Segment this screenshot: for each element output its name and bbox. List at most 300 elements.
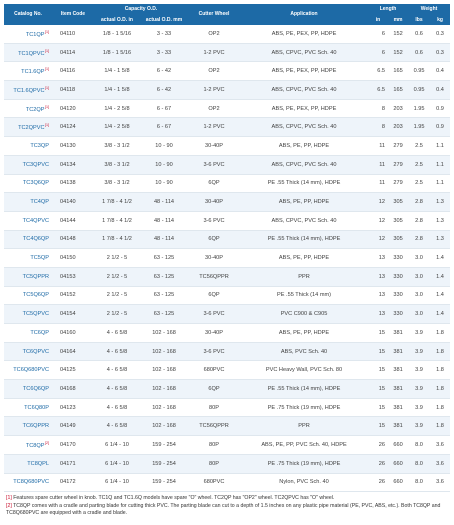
cutter-wheel-text: OP2 — [208, 105, 220, 112]
catalog-number[interactable] — [4, 155, 52, 174]
item-code — [52, 361, 94, 380]
capacity-mm-text: 48 - 114 — [153, 217, 175, 224]
application-text: PE .75 Thick (19 mm), HDPE — [267, 404, 341, 411]
item-code-text: 04148 — [60, 236, 76, 243]
footnote-ref: [1] — [45, 85, 49, 90]
weight-kg — [430, 99, 450, 118]
cutter-wheel-text: 6QP — [208, 292, 220, 299]
application-text: ABS, CPVC, PVC Sch. 40 — [271, 161, 337, 168]
item-code — [52, 436, 94, 455]
catalog-number[interactable] — [4, 305, 52, 324]
table-row — [4, 324, 450, 343]
cutter-wheel-text: 80P — [209, 460, 219, 467]
table-row — [4, 436, 450, 455]
application-text: ABS, PE, PEX, PP, HDPE — [271, 30, 337, 37]
length-mm — [388, 454, 408, 473]
table-row — [4, 118, 450, 137]
header-weight: Weight — [408, 4, 450, 15]
catalog-number[interactable] — [4, 230, 52, 249]
length-in — [368, 118, 388, 137]
catalog-number-text: TC5Q6QP — [22, 292, 49, 299]
catalog-number[interactable] — [4, 25, 52, 43]
item-code-text: 04120 — [60, 105, 76, 112]
length-in — [368, 398, 388, 417]
weight-kg-text: 3.6 — [436, 460, 444, 467]
capacity-in — [94, 25, 140, 43]
capacity-in — [94, 417, 140, 436]
length-in — [368, 211, 388, 230]
application — [240, 249, 368, 268]
application-text: ABS, PE, PP, HDPE — [278, 255, 330, 262]
cutter-wheel-text: 6QP — [208, 236, 220, 243]
capacity-in — [94, 193, 140, 212]
capacity-mm — [140, 436, 188, 455]
capacity-mm-text: 48 - 114 — [153, 199, 175, 206]
capacity-in-text: 4 - 6 5/8 — [106, 367, 128, 374]
capacity-mm-text: 3 - 33 — [156, 49, 172, 56]
weight-kg-text: 1.8 — [436, 385, 444, 392]
length-in-text: 13 — [378, 311, 386, 318]
weight-kg — [430, 137, 450, 156]
catalog-number[interactable] — [4, 249, 52, 268]
catalog-number[interactable] — [4, 193, 52, 212]
weight-lbs — [408, 398, 430, 417]
weight-lbs — [408, 230, 430, 249]
weight-lbs-text: 3.9 — [415, 423, 423, 430]
capacity-in — [94, 137, 140, 156]
catalog-number[interactable] — [4, 436, 52, 455]
length-in-text: 13 — [378, 292, 386, 299]
length-mm-text: 305 — [393, 199, 403, 206]
weight-kg-text: 1.8 — [436, 329, 444, 336]
application-text: Nylon, PVC Sch. 40 — [279, 479, 329, 486]
length-in-text: 15 — [378, 385, 386, 392]
application-text: ABS, PE, PEX, PP, HDPE — [271, 105, 337, 112]
weight-lbs-text: 3.0 — [415, 255, 423, 262]
cutter-wheel — [188, 324, 240, 343]
length-mm — [388, 436, 408, 455]
capacity-mm — [140, 342, 188, 361]
application-text: PE .55 Thick (14 mm), HDPE — [267, 180, 341, 187]
footnote-marker: [2] — [6, 502, 12, 509]
length-in-text: 8 — [381, 124, 386, 131]
table-row — [4, 25, 450, 43]
catalog-number[interactable] — [4, 43, 52, 62]
weight-lbs — [408, 436, 430, 455]
length-in — [368, 324, 388, 343]
application-text: PPR — [298, 273, 310, 280]
catalog-number-text: TC3QP — [30, 142, 49, 149]
weight-kg — [430, 249, 450, 268]
capacity-in — [94, 286, 140, 305]
catalog-number[interactable] — [4, 454, 52, 473]
capacity-in — [94, 436, 140, 455]
catalog-number-text: TC1.6QP — [21, 69, 45, 76]
cutter-wheel — [188, 118, 240, 137]
catalog-number[interactable] — [4, 324, 52, 343]
length-in-text: 26 — [378, 460, 386, 467]
header-length-in: in — [368, 15, 388, 25]
weight-kg — [430, 230, 450, 249]
cutter-wheel-text: OP2 — [208, 30, 220, 37]
capacity-mm-text: 63 - 125 — [153, 255, 175, 262]
weight-lbs-text: 2.8 — [415, 217, 423, 224]
item-code — [52, 193, 94, 212]
capacity-mm — [140, 118, 188, 137]
capacity-mm-text: 63 - 125 — [153, 292, 175, 299]
length-mm-text: 381 — [393, 404, 403, 411]
weight-lbs-text: 2.5 — [415, 142, 423, 149]
cutter-wheel-text: 80P — [209, 441, 219, 448]
weight-kg — [430, 324, 450, 343]
cutter-wheel — [188, 249, 240, 268]
capacity-in — [94, 174, 140, 193]
cutter-wheel-text: 3-6 PVC — [203, 311, 225, 318]
weight-kg-text: 1.8 — [436, 348, 444, 355]
length-mm-text: 203 — [393, 124, 403, 131]
weight-kg — [430, 155, 450, 174]
weight-kg — [430, 118, 450, 137]
catalog-number[interactable] — [4, 473, 52, 492]
length-in-text: 6 — [381, 30, 386, 37]
capacity-in — [94, 230, 140, 249]
item-code-text: 04170 — [60, 441, 76, 448]
weight-kg-text: 1.3 — [436, 236, 444, 243]
application-text: ABS, PE, PP, PVC Sch. 40, HDPE — [261, 441, 347, 448]
application — [240, 342, 368, 361]
cutter-wheel — [188, 380, 240, 399]
cutter-wheel — [188, 305, 240, 324]
catalog-number[interactable] — [4, 99, 52, 118]
length-mm — [388, 473, 408, 492]
header-capacity: Capacity O.D. — [94, 4, 188, 15]
application — [240, 211, 368, 230]
capacity-mm — [140, 99, 188, 118]
header-length-mm: mm — [388, 15, 408, 25]
application — [240, 417, 368, 436]
item-code — [52, 118, 94, 137]
header-weight-kg: kg — [430, 15, 450, 25]
cutter-wheel-text: 30-40P — [204, 255, 224, 262]
length-mm-text: 203 — [393, 105, 403, 112]
capacity-mm-text: 6 - 42 — [156, 86, 172, 93]
capacity-in-text: 6 1/4 - 10 — [105, 479, 129, 486]
catalog-number[interactable] — [4, 417, 52, 436]
capacity-in-text: 1/8 - 1 5/16 — [102, 30, 132, 37]
header-capacity-in: actual O.D. in — [94, 15, 140, 25]
capacity-in — [94, 473, 140, 492]
capacity-mm-text: 102 - 168 — [152, 404, 176, 411]
application — [240, 267, 368, 286]
header-weight-lbs: lbs — [408, 15, 430, 25]
length-mm-text: 381 — [393, 367, 403, 374]
length-in — [368, 193, 388, 212]
catalog-number-text: TC6QP — [30, 329, 49, 336]
weight-lbs — [408, 193, 430, 212]
header-capacity-mm: actual O.D. mm — [140, 15, 188, 25]
catalog-number[interactable] — [4, 174, 52, 193]
length-in — [368, 305, 388, 324]
capacity-in — [94, 361, 140, 380]
application-text: ABS, PE, PP, HDPE — [278, 199, 330, 206]
weight-lbs — [408, 473, 430, 492]
weight-lbs — [408, 137, 430, 156]
weight-kg-text: 0.3 — [436, 30, 444, 37]
weight-lbs — [408, 267, 430, 286]
capacity-in — [94, 380, 140, 399]
catalog-table — [4, 4, 450, 492]
footnotes — [4, 495, 450, 518]
weight-lbs — [408, 361, 430, 380]
table-row — [4, 211, 450, 230]
capacity-in — [94, 43, 140, 62]
length-in — [368, 155, 388, 174]
capacity-in-text: 3/8 - 3 1/2 — [104, 180, 130, 187]
catalog-number-text: TC1QPVC — [18, 50, 45, 57]
weight-lbs — [408, 305, 430, 324]
capacity-mm — [140, 137, 188, 156]
table-body — [4, 25, 450, 492]
weight-kg — [430, 25, 450, 43]
weight-lbs — [408, 43, 430, 62]
table-row — [4, 361, 450, 380]
header-application: Application — [240, 4, 368, 25]
item-code-text: 04140 — [60, 199, 76, 206]
length-mm — [388, 118, 408, 137]
catalog-number-text: TC6Q80P — [24, 404, 49, 411]
capacity-mm-text: 102 - 168 — [152, 367, 176, 374]
capacity-mm-text: 102 - 168 — [152, 385, 176, 392]
weight-kg — [430, 436, 450, 455]
catalog-number[interactable] — [4, 118, 52, 137]
weight-lbs — [408, 155, 430, 174]
length-in — [368, 436, 388, 455]
capacity-mm-text: 63 - 125 — [153, 311, 175, 318]
capacity-in-text: 1/4 - 1 5/8 — [104, 86, 130, 93]
cutter-wheel — [188, 454, 240, 473]
capacity-mm-text: 6 - 42 — [156, 68, 172, 75]
capacity-in — [94, 454, 140, 473]
catalog-number-text: TC4Q6QP — [22, 236, 49, 243]
weight-lbs-text: 8.0 — [415, 479, 423, 486]
catalog-number[interactable] — [4, 398, 52, 417]
catalog-number-text: TC1.6QPVC — [13, 87, 45, 94]
weight-lbs — [408, 417, 430, 436]
weight-kg — [430, 62, 450, 81]
weight-kg-text: 1.4 — [436, 273, 444, 280]
item-code — [52, 43, 94, 62]
table-row — [4, 342, 450, 361]
capacity-mm — [140, 211, 188, 230]
cutter-wheel-text: 1-2 PVC — [203, 124, 225, 131]
catalog-number[interactable] — [4, 286, 52, 305]
capacity-in-text: 2 1/2 - 5 — [106, 311, 128, 318]
catalog-number[interactable] — [4, 62, 52, 81]
capacity-mm-text: 6 - 67 — [156, 105, 172, 112]
capacity-mm — [140, 249, 188, 268]
capacity-in — [94, 62, 140, 81]
capacity-mm-text: 102 - 168 — [152, 329, 176, 336]
weight-kg — [430, 174, 450, 193]
capacity-in-text: 4 - 6 5/8 — [106, 385, 128, 392]
weight-kg-text: 1.8 — [436, 404, 444, 411]
length-mm — [388, 267, 408, 286]
catalog-number-text: TC6Q6QP — [22, 385, 49, 392]
capacity-in-text: 1 7/8 - 4 1/2 — [102, 199, 132, 206]
cutter-wheel — [188, 398, 240, 417]
capacity-mm-text: 48 - 114 — [153, 236, 175, 243]
weight-lbs — [408, 62, 430, 81]
catalog-number[interactable] — [4, 81, 52, 100]
capacity-mm — [140, 230, 188, 249]
capacity-in-text: 6 1/4 - 10 — [105, 460, 129, 467]
table-row — [4, 267, 450, 286]
item-code — [52, 137, 94, 156]
catalog-number-text: TC3Q6QP — [22, 180, 49, 187]
cutter-wheel — [188, 193, 240, 212]
capacity-mm — [140, 267, 188, 286]
length-in-text: 6 — [381, 49, 386, 56]
item-code — [52, 99, 94, 118]
application-text: PE .55 Thick (14 mm) — [277, 292, 332, 299]
item-code — [52, 249, 94, 268]
weight-lbs-text: 3.0 — [415, 292, 423, 299]
catalog-number-text: TC2QP — [25, 106, 45, 113]
item-code — [52, 174, 94, 193]
application-text: ABS, PE, PEX, PP, HDPE — [271, 68, 337, 75]
length-mm-text: 330 — [393, 311, 403, 318]
cutter-wheel-text: TC56QPPR — [199, 273, 229, 280]
weight-kg-text: 1.8 — [436, 423, 444, 430]
weight-lbs — [408, 342, 430, 361]
capacity-mm — [140, 286, 188, 305]
length-in — [368, 380, 388, 399]
application-text: ABS, CPVC, PVC Sch. 40 — [271, 86, 337, 93]
length-in-text: 12 — [378, 236, 386, 243]
cutter-wheel-text: 680PVC — [203, 479, 225, 486]
capacity-mm — [140, 43, 188, 62]
header-item-code: Item Code — [52, 4, 94, 25]
footnote-ref: [1] — [45, 123, 49, 128]
catalog-number[interactable] — [4, 211, 52, 230]
length-in — [368, 267, 388, 286]
weight-lbs-text: 0.6 — [415, 30, 423, 37]
application-text: PVC C900 & C905 — [280, 311, 328, 318]
weight-kg — [430, 417, 450, 436]
length-mm-text: 279 — [393, 161, 403, 168]
application — [240, 230, 368, 249]
weight-kg-text: 0.9 — [436, 105, 444, 112]
length-in — [368, 417, 388, 436]
item-code-text: 04154 — [60, 311, 76, 318]
application-text: ABS, PE, PP, HDPE — [278, 329, 330, 336]
cutter-wheel — [188, 230, 240, 249]
capacity-in-text: 1/4 - 2 5/8 — [104, 105, 130, 112]
table-row — [4, 81, 450, 100]
capacity-in — [94, 267, 140, 286]
length-mm — [388, 305, 408, 324]
catalog-number[interactable] — [4, 380, 52, 399]
catalog-number[interactable] — [4, 137, 52, 156]
length-mm-text: 279 — [393, 142, 403, 149]
weight-kg-text: 3.6 — [436, 479, 444, 486]
item-code-text: 04114 — [60, 49, 76, 56]
cutter-wheel — [188, 361, 240, 380]
application-text: ABS, PE, PP, HDPE — [278, 142, 330, 149]
catalog-number[interactable] — [4, 361, 52, 380]
length-in — [368, 137, 388, 156]
length-mm — [388, 25, 408, 43]
capacity-mm — [140, 305, 188, 324]
cutter-wheel — [188, 25, 240, 43]
cutter-wheel-text: 3-6 PVC — [203, 161, 225, 168]
weight-lbs-text: 3.9 — [415, 348, 423, 355]
capacity-in-text: 3/8 - 3 1/2 — [104, 142, 130, 149]
length-in — [368, 81, 388, 100]
cutter-wheel — [188, 155, 240, 174]
weight-kg-text: 1.1 — [436, 161, 444, 168]
cutter-wheel — [188, 267, 240, 286]
item-code-text: 04160 — [60, 329, 76, 336]
weight-lbs-text: 1.95 — [413, 124, 425, 131]
weight-kg — [430, 305, 450, 324]
table-row — [4, 155, 450, 174]
table-row — [4, 473, 450, 492]
cutter-wheel-text: 1-2 PVC — [203, 49, 225, 56]
length-in — [368, 25, 388, 43]
capacity-mm — [140, 62, 188, 81]
catalog-number[interactable] — [4, 267, 52, 286]
weight-kg — [430, 286, 450, 305]
item-code — [52, 25, 94, 43]
catalog-number-text: TC1QP — [25, 31, 45, 38]
item-code-text: 04125 — [60, 367, 76, 374]
footnote-ref: [1] — [45, 104, 49, 109]
length-mm-text: 381 — [393, 423, 403, 430]
weight-lbs-text: 3.9 — [415, 329, 423, 336]
application — [240, 62, 368, 81]
capacity-in-text: 4 - 6 5/8 — [106, 329, 128, 336]
cutter-wheel — [188, 286, 240, 305]
length-in — [368, 473, 388, 492]
weight-lbs — [408, 99, 430, 118]
length-mm-text: 660 — [393, 460, 403, 467]
item-code — [52, 305, 94, 324]
catalog-number[interactable] — [4, 342, 52, 361]
capacity-in-text: 2 1/2 - 5 — [106, 292, 128, 299]
application — [240, 174, 368, 193]
cutter-wheel — [188, 99, 240, 118]
weight-lbs — [408, 25, 430, 43]
length-in-text: 12 — [378, 199, 386, 206]
length-mm-text: 165 — [393, 86, 403, 93]
cutter-wheel — [188, 436, 240, 455]
capacity-mm — [140, 417, 188, 436]
length-mm — [388, 398, 408, 417]
capacity-mm-text: 10 - 90 — [155, 161, 173, 168]
capacity-in — [94, 324, 140, 343]
table-row — [4, 417, 450, 436]
item-code — [52, 417, 94, 436]
weight-kg-text: 1.1 — [436, 142, 444, 149]
item-code-text: 04138 — [60, 180, 76, 187]
capacity-in-text: 4 - 6 5/8 — [106, 423, 128, 430]
capacity-mm — [140, 380, 188, 399]
catalog-number-text: TC3QPVC — [22, 161, 49, 168]
weight-lbs-text: 2.8 — [415, 199, 423, 206]
weight-kg-text: 1.8 — [436, 367, 444, 374]
product-spec-sheet — [4, 4, 450, 518]
